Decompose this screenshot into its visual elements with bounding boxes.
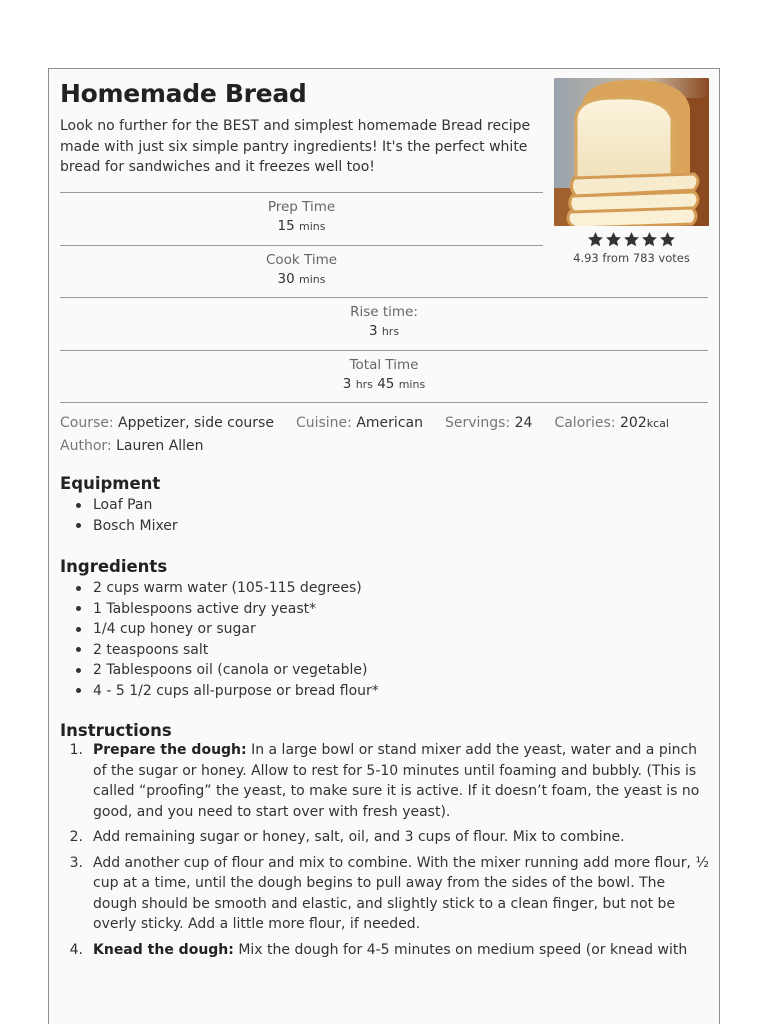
time-label: Prep Time — [267, 199, 336, 215]
rise-time — [60, 297, 708, 350]
list-item[interactable]: 2 Tablespoons oil (canola or vegetable) — [60, 660, 379, 681]
bullet-icon — [76, 523, 81, 528]
cook-time — [60, 245, 543, 298]
recipe-title: Homemade Bread — [60, 79, 307, 108]
bullet-icon — [76, 627, 81, 632]
instruction-step: 2. Add remaining sugar or honey, salt, oil, and 3 cups of flour. Mix to combine. — [69, 829, 625, 845]
recipe-photo[interactable] — [554, 78, 709, 226]
cuisine: Cuisine: American — [295, 415, 423, 431]
course: Course: Appetizer, side course — [60, 415, 274, 431]
recipe-meta — [60, 412, 710, 457]
recipe-rating[interactable] — [554, 231, 709, 265]
instruction-step: 4. Knead the dough: Mix the dough for 4-5 minutes on medium speed (or knead with — [69, 941, 688, 958]
star-icon[interactable] — [623, 231, 640, 248]
calories: Calories: 202kcal — [554, 415, 669, 431]
time-label: Total Time — [349, 357, 419, 373]
divider — [60, 402, 708, 403]
rating-stars[interactable] — [554, 231, 709, 248]
servings: Servings: 24 — [444, 415, 533, 431]
bullet-icon — [76, 586, 81, 591]
time-value: 15 mins — [277, 218, 326, 234]
prep-time — [60, 192, 543, 245]
bullet-icon — [76, 606, 81, 611]
bullet-icon — [76, 688, 81, 693]
time-label: Cook Time — [265, 252, 338, 268]
bullet-icon — [76, 503, 81, 508]
time-value: 3 hrs 45 mins — [342, 376, 426, 392]
time-label: Rise time: — [350, 304, 418, 320]
star-icon[interactable] — [605, 231, 622, 248]
equipment-list — [60, 495, 178, 536]
list-item[interactable]: 1/4 cup honey or sugar — [60, 619, 379, 640]
total-time — [60, 350, 708, 403]
list-item[interactable]: 2 teaspoons salt — [60, 640, 379, 661]
time-value: 3 hrs — [368, 323, 400, 339]
star-icon[interactable] — [641, 231, 658, 248]
recipe-card — [48, 68, 720, 1024]
star-icon[interactable] — [587, 231, 604, 248]
author: Author: Lauren Allen — [60, 438, 204, 454]
equipment-heading: Equipment — [60, 474, 161, 493]
time-value: 30 mins — [277, 271, 326, 287]
instruction-step: 3. Add another cup of flour and mix to combine. With the mixer running add more flour, ½ cup at a time, until the dough begins to pull away from the sides of the bowl. The dough should be smooth and elastic, and slightly stick to a clean finger, but not be overly sticky. Add a little more flour, if needed. — [69, 854, 710, 932]
recipe-summary: Look no further for the BEST and simplest homemade Bread recipe made with just six simple pantry ingredients! It's the perfect white bread for sandwiches and it freezes well too! — [60, 118, 531, 175]
list-item[interactable]: 2 cups warm water (105-115 degrees) — [60, 578, 379, 599]
bullet-icon — [76, 647, 81, 652]
ingredients-heading: Ingredients — [60, 557, 168, 576]
instructions-heading: Instructions — [60, 721, 172, 740]
bullet-icon — [76, 668, 81, 673]
star-icon[interactable] — [659, 231, 676, 248]
ingredients-list — [60, 578, 379, 701]
instruction-step: 1. Prepare the dough: In a large bowl or stand mixer add the yeast, water and a pinch of the sugar or honey. Allow to rest for 5-10 minutes until foaming and bubbly. (This is called “proofing” the yeast, to make sure it is active. If it doesn’t foam, the yeast is no good, and you need to start over with fresh yeast). — [69, 742, 700, 820]
rating-votes: 4.93 from 783 votes — [573, 251, 690, 265]
list-item[interactable]: 1 Tablespoons active dry yeast* — [60, 599, 379, 620]
list-item[interactable]: Loaf Pan — [60, 495, 178, 516]
list-item[interactable]: Bosch Mixer — [60, 516, 178, 537]
list-item[interactable]: 4 - 5 1/2 cups all-purpose or bread flour* — [60, 681, 379, 702]
instructions-list — [60, 740, 710, 965]
